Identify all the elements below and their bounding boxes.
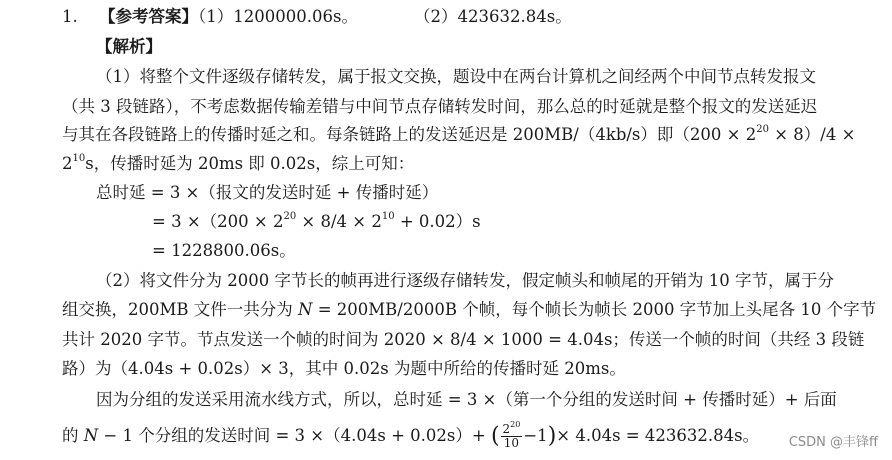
variable-n: N: [298, 300, 313, 319]
p3-line2: [62, 421, 759, 452]
answer-heading: 【参考答案】: [99, 7, 198, 26]
eq-line2-tail: + 0.02）s: [394, 212, 481, 231]
p2-line3: 共计 2020 字节。节点发送一个帧的时间为 2020 × 8/4 × 1000 = 4.04s；传送一个帧的时间（共经 3 段链: [62, 330, 865, 349]
eq-line1: 总时延 = 3 ×（报文的发送时延 + 传播时延）: [96, 183, 439, 202]
eq-line3: = 1228800.06s。: [152, 241, 296, 260]
fraction: [501, 420, 523, 450]
p2-line2-text: 组交换，200MB 文件一共分为: [62, 300, 299, 319]
p1-line4-text: s，传播时延为 20ms 即 0.02s，综上可知：: [85, 154, 415, 173]
p1-line4: [62, 152, 414, 176]
eq-line2: [152, 210, 481, 234]
watermark: CSDN @丰锋ff: [788, 435, 878, 450]
variable-n: N: [83, 426, 99, 445]
minus-one: −1: [523, 426, 548, 445]
p1-line3-tail: × 8）/4 ×: [768, 125, 856, 144]
paren-open: (: [490, 423, 500, 449]
p3-line2-text: 的: [62, 426, 84, 445]
p1-line3: [62, 123, 855, 147]
p2-line4: 路）为（4.04s + 0.02s）× 3，其中 0.02s 为题中所给的传播时延 20ms。: [62, 359, 626, 378]
answer-part2: （2）423632.84s。: [414, 7, 572, 26]
p1-line3-text: 与其在各段链路上的传播时延之和。每条链路上的发送延迟是 200MB/（4kb/s）即（200 × 2: [62, 125, 757, 144]
p3-line1: 因为分组的发送采用流水线方式，所以，总时延 = 3 ×（第一个分组的发送时间 + 传播时延）+ 后面: [96, 390, 837, 409]
paren-close: ): [547, 423, 557, 449]
eq-line2-mid: × 8/4 × 2: [296, 212, 382, 231]
question-number: 1.: [62, 7, 78, 26]
p3-line2-mid: − 1 个分组的发送时间 = 3 ×（4.04s + 0.02s）+: [98, 426, 486, 445]
exponent: 10: [72, 152, 86, 164]
fraction-numerator: [501, 420, 523, 437]
p2-line1: （2）将文件分为 2000 字节长的帧再进行逐级存储转发，假定帧头和帧尾的开销为 10 字节，属于分: [96, 271, 834, 290]
p2-line2-tail: = 200MB/2000B 个帧，每个帧长为帧长 2000 字节加上头尾各 10 个字节: [312, 300, 877, 319]
exponent: 20: [510, 420, 521, 429]
base: 2: [62, 154, 73, 173]
p2-line2: [62, 298, 876, 322]
p3-line2-tail: × 4.04s = 423632.84s。: [556, 426, 760, 445]
answer-part1: （1）1200000.06s。: [198, 7, 358, 26]
p1-line2: （共 3 段链路），不考虑数据传输差错与中间节点存储转发时间，那么总的时延就是整个报文的发送延迟: [62, 97, 818, 116]
eq-line2-text: = 3 ×（200 × 2: [152, 212, 284, 231]
answer-line: [62, 5, 572, 29]
exponent: 20: [756, 123, 769, 135]
fraction-denominator: 10: [503, 436, 520, 450]
base: 2: [502, 422, 511, 436]
exponent: 20: [283, 210, 297, 222]
p1-line1: （1）将整个文件逐级存储转发，属于报文交换，题设中在两台计算机之间经两个中间节点转发报文: [96, 67, 816, 86]
analysis-heading: 【解析】: [96, 37, 162, 56]
exponent: 10: [381, 210, 395, 222]
